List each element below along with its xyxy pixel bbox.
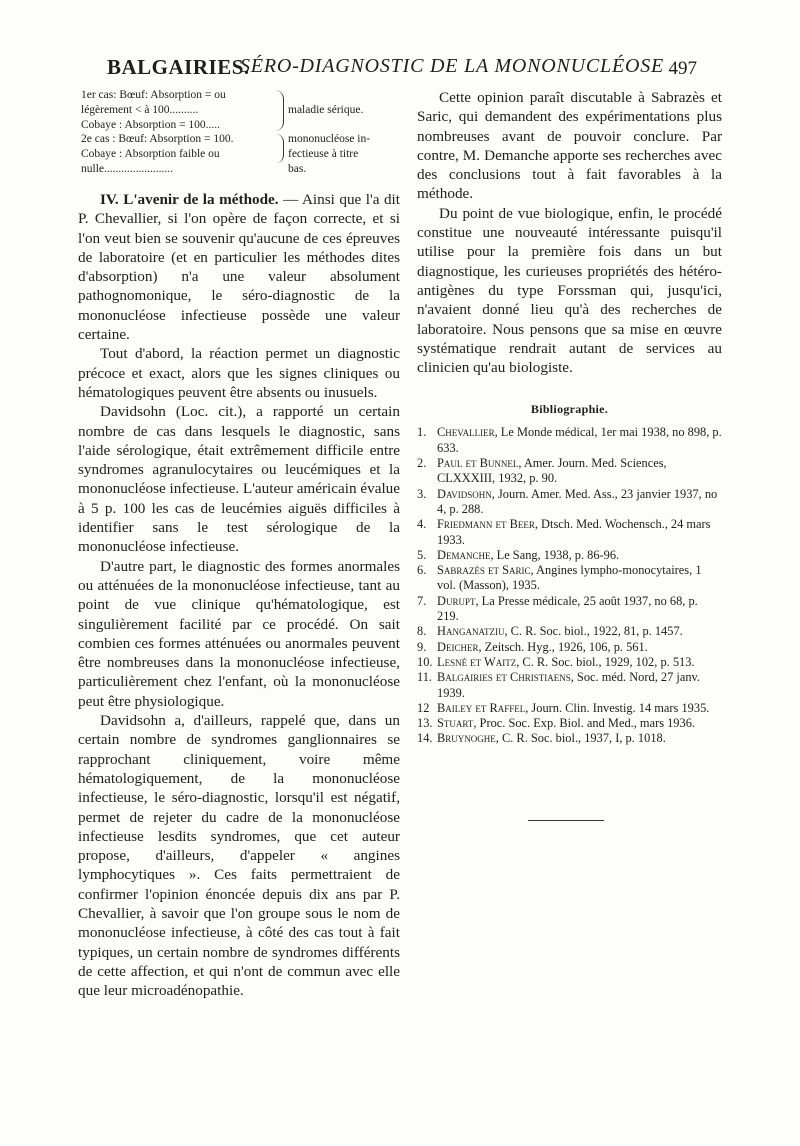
- bibliography-entry: [417, 548, 722, 563]
- entry-citation: C. R. Soc. biol., 1937, I, p. 1018.: [498, 731, 666, 746]
- header-title: SÉRO-DIAGNOSTIC DE LA MONONUCLÉOSE: [240, 55, 665, 77]
- paragraph: IV. L'avenir de la méthode. — Ainsi que l'a dit P. Chevallier, si l'on opère de façon correcte, et si l'on veut bien se souvenir qu'aucune de ces épreuves de laboratoire (et en particulier les méthodes dites d'absorption) n'a une valeur absolument pathognomonique, le séro-diagnostic de la mononucléose infectieuse possède une valeur certaine.: [78, 191, 400, 344]
- entry-citation: Journ. Clin. Investig. 14 mars 1935.: [528, 700, 710, 715]
- case-lines: [81, 88, 277, 177]
- entry-number: 9.: [417, 639, 427, 654]
- entry-authors: Paul et Bunnel,: [437, 456, 522, 471]
- case-2-result: [288, 132, 406, 176]
- case-1-result: maladie sérique.: [288, 104, 364, 116]
- paragraph: D'autre part, le diagnostic des formes anormales ou atténuées de la mononucléose infectieuse, tant au point de vue clinique qu'hématologique, est singulièrement facilité par ce procédé. On sait combien ces formes atténuées ou anormales peuvent être nombreuses dans la mononucléose infectieuse, particulièrement chez l'enfant, où la mononucléose peut être physiologique.: [78, 557, 400, 710]
- entry-citation: Journ. Amer. Med. Ass., 23 janvier 1937, no 4, p. 288.: [437, 486, 718, 516]
- brace: [275, 134, 284, 163]
- entry-number: 2.: [417, 456, 427, 471]
- case-2-result-line: mononucléose in-: [288, 133, 371, 145]
- bibliography-entry: [417, 655, 722, 670]
- entry-number: 5.: [417, 547, 427, 562]
- entry-authors: Deicher,: [437, 639, 482, 654]
- bibliography-title: Bibliographie.: [530, 402, 609, 417]
- paragraph: Du point de vue biologique, enfin, le procédé constitue une nouveauté intéressante puisqu'il utilise pour la première fois dans un but diagnostique, les curieuses propriétés des hétéro-antigènes du type Forssman qui, jusqu'ici, n'avaient donné lieu qu'à des recherches de laboratoire. Nous pensons que sa mise en œuvre systématique rendrait autant de services au clinicien qu'au biologiste.: [417, 204, 722, 377]
- paragraph: Tout d'abord, la réaction permet un diagnostic précoce et exact, alors que les signes cliniques ou hématologiques peuvent être absents ou inusuels.: [78, 345, 400, 401]
- entry-citation: La Presse médicale, 25 août 1937, no 68, p. 219.: [437, 593, 698, 624]
- entry-authors: Hanganatziu,: [437, 624, 508, 639]
- running-header: [107, 55, 697, 85]
- entry-citation: C. R. Soc. biol., 1929, 102, p. 513.: [519, 654, 695, 669]
- case-line: nulle........................: [81, 162, 173, 175]
- page-number: 497: [668, 58, 697, 79]
- entry-number: 1.: [417, 425, 427, 440]
- entry-number: 4.: [417, 517, 427, 532]
- case-line: 1er cas: Bœuf: Absorption = ou: [81, 89, 226, 101]
- entry-number: 11.: [417, 670, 433, 685]
- bibliography-list: [417, 425, 722, 746]
- right-column: [417, 88, 722, 747]
- entry-authors: Friedmann et Beer,: [437, 517, 538, 532]
- entry-authors: Lesné et Waitz,: [437, 654, 520, 669]
- entry-authors: Sabrazès et Saric,: [437, 563, 534, 578]
- entry-citation: C. R. Soc. biol., 1922, 81, p. 1457.: [507, 624, 683, 639]
- entry-number: 13.: [417, 716, 433, 731]
- entry-authors: Stuart,: [437, 716, 477, 731]
- entry-citation: Dtsch. Med. Wochensch., 24 mars 1933.: [437, 517, 711, 547]
- paragraph: Cette opinion paraît discutable à Sabrazès et Saric, qui demandent des expérimentations plus nombreuses avant de pouvoir conclure. Par contre, M. Demanche apporte ses recherches avec des conclusions tout à fait favorables à la méthode.: [417, 89, 722, 203]
- bibliography-entry: [417, 640, 722, 655]
- entry-citation: Proc. Soc. Exp. Biol. and Med., mars 1936.: [476, 716, 695, 731]
- entry-authors: Bailey et Raffel,: [437, 700, 529, 715]
- entry-number: 10.: [417, 654, 433, 669]
- entry-citation: Le Sang, 1938, p. 86-96.: [493, 547, 620, 562]
- bibliography-entry: [417, 563, 722, 594]
- entry-citation: Soc. méd. Nord, 27 janv. 1939.: [437, 670, 701, 700]
- left-body: [78, 190, 400, 1000]
- entry-number: 12: [417, 700, 430, 715]
- entry-citation: Amer. Journ. Med. Sciences, CLXXXIII, 1932, p. 90.: [437, 456, 667, 486]
- entry-citation: Angines lympho-monocytaires, 1 vol. (Masson), 1935.: [437, 563, 702, 593]
- bibliography-entry: [417, 670, 722, 701]
- entry-number: 7.: [417, 593, 427, 608]
- entry-authors: Bruynoghe,: [437, 731, 499, 746]
- entry-authors: Chevallier,: [437, 425, 498, 440]
- brace: [275, 90, 284, 131]
- bibliography-entry: [417, 594, 722, 625]
- entry-number: 3.: [417, 486, 427, 501]
- right-body: [417, 88, 722, 377]
- case-line: légèrement < à 100..........: [81, 103, 199, 116]
- entry-authors: Demanche,: [437, 547, 494, 562]
- case-results: [78, 88, 400, 180]
- left-column: [78, 88, 400, 1000]
- entry-authors: Durupt,: [437, 593, 479, 608]
- case-line: 2e cas : Bœuf: Absorption = 100.: [81, 133, 234, 146]
- entry-citation: Zeitsch. Hyg., 1926, 106, p. 561.: [481, 639, 648, 654]
- header-author: BALGAIRIES.: [107, 55, 250, 79]
- entry-citation: Le Monde médical, 1er mai 1938, no 898, p. 633.: [437, 425, 722, 455]
- bibliography-entry: [417, 716, 722, 731]
- bibliography-entry: [417, 425, 722, 456]
- section-heading: IV. L'avenir de la méthode.: [100, 191, 279, 208]
- bibliography-entry: [417, 624, 722, 639]
- entry-authors: Davidsohn,: [437, 486, 495, 501]
- entry-authors: Balgairies et Christiaens,: [437, 670, 574, 685]
- bibliography-entry: [417, 701, 722, 716]
- case-2-result-line: fectieuse à titre: [288, 147, 359, 160]
- paragraph: Davidsohn a, d'ailleurs, rappelé que, dans un certain nombre de syndromes ganglionnaires se rapprochant cliniquement, voire même hématologiquement, de la mononucléose infectieuse, le séro-diagnostic, lorsqu'il est négatif, permet de rejeter du cadre de la mononucléose infectieuse lesdits syndromes, que cet auteur propose, d'ailleurs, d'appeler « angines lymphocytiques ». Ces faits permettraient de confirmer l'opinion énoncée depuis dix ans par P. Chevallier, à savoir que l'on groupe sous le nom de mononucléose infectieuse, à côté des cas tout à fait typiques, un certain nombre de syndromes différents de cette affection, et qui n'ont de commun avec elle que leur microadénopathie.: [78, 712, 400, 1000]
- case-line: Cobaye : Absorption faible ou: [81, 148, 220, 161]
- bibliography-entry: [417, 731, 722, 746]
- bibliography-entry: [417, 456, 722, 487]
- end-rule: [528, 820, 604, 821]
- bibliography-entry: [417, 517, 722, 548]
- bibliography-entry: [417, 487, 722, 518]
- case-line: Cobaye : Absorption = 100.....: [81, 118, 221, 131]
- entry-number: 8.: [417, 624, 427, 639]
- entry-number: 6.: [417, 563, 427, 578]
- entry-number: 14.: [417, 731, 433, 746]
- paragraph: Davidsohn (Loc. cit.), a rapporté un certain nombre de cas dans lesquels le diagnostic, sans l'aide sérologique, était extrêmement difficile entre syndromes agranulocytaires ou leucémiques et la mononucléose infectieuse. L'auteur américain évalue à 5 p. 100 les cas de leucémies aiguës difficiles à identifier sans le test sérologique de la mononucléose infectieuse.: [78, 403, 400, 556]
- case-2-result-line: bas.: [288, 162, 307, 175]
